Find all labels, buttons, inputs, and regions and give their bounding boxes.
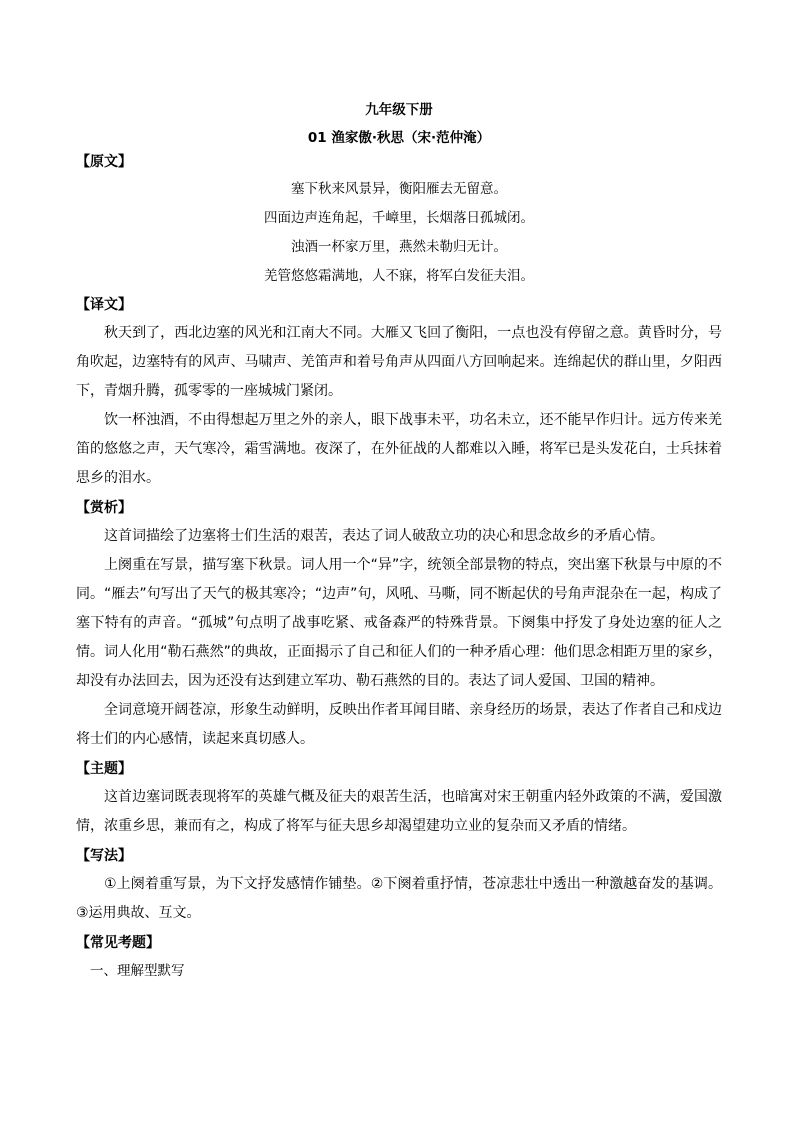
theme-paragraph: 这首边塞词既表现将军的英雄气概及征夫的艰苦生活，也暗寓对宋王朝重内轻外政策的不满，爱国激情，浓重乡思，兼而有之，构成了将军与征夫思乡却渴望建功立业的复杂而又矛盾的情绪。	[76, 789, 722, 834]
poem-line: 浊酒一杯家万里，燕然未勒归无计。	[291, 239, 507, 255]
section-original-text	[76, 151, 722, 291]
section-common-questions	[76, 932, 722, 986]
section-heading-original: 【原文】	[76, 154, 132, 170]
poem-line: 羌管悠悠霜满地，人不寐，将军白发征夫泪。	[264, 268, 534, 284]
poem-line: 四面边声连角起，千嶂里，长烟落日孤城闭。	[264, 210, 534, 226]
poem-body	[76, 175, 722, 291]
appreciation-paragraph: 全词意境开阔苍凉，形象生动鲜明，反映出作者耳闻目睹、亲身经历的场景，表达了作者自己和戍边将士们的内心感情，读起来真切感人。	[76, 702, 722, 747]
appreciation-paragraph: 这首词描绘了边塞将士们生活的艰苦，表达了词人破敌立功的决心和思念故乡的矛盾心情。	[104, 528, 664, 544]
section-heading-translation: 【译文】	[76, 297, 132, 313]
appreciation-paragraph: 上阕重在写景，描写塞下秋景。词人用一个“异”字，统领全部景物的特点，突出塞下秋景与中原的不同。“雁去”句写出了天气的极其寒冷；“边声”句，风吼、马嘶，同不断起伏的号角声混杂在一起，构成了塞下特有的声音。“孤城”句点明了战事吃紧、戒备森严的特殊背景。下阕集中抒发了身处边塞的征人之情。词人化用“勒石燕然”的典故，正面揭示了自己和征人们的一种矛盾心理：他们思念相距万里的家乡，却没有办法回去，因为还没有达到建立军功、勒石燕然的目的。表达了词人爱国、卫国的精神。	[76, 557, 722, 689]
section-technique	[76, 845, 722, 928]
section-heading-questions: 【常见考题】	[76, 935, 160, 951]
section-heading-technique: 【写法】	[76, 848, 132, 864]
section-appreciation	[76, 497, 722, 754]
section-heading-appreciation: 【赏析】	[76, 500, 132, 516]
question-type-item: 一、理解型默写	[90, 963, 185, 979]
grade-title: 九年级下册	[365, 102, 433, 118]
lesson-title: 01 渔家傲·秋思（宋·范仲淹）	[307, 130, 491, 146]
poem-line: 塞下秋来风景异，衡阳雁去无留意。	[291, 181, 507, 197]
section-translation	[76, 294, 722, 493]
translation-paragraph: 秋天到了，西北边塞的风光和江南大不同。大雁又飞回了衡阳，一点也没有停留之意。黄昏时分，号角吹起，边塞特有的风声、马啸声、羌笛声和着号角声从四面八方回响起来。连绵起伏的群山里，夕阳西下，青烟升腾，孤零零的一座城城门紧闭。	[76, 325, 722, 399]
technique-paragraph: ①上阕着重写景，为下文抒发感情作铺垫。②下阕着重抒情，苍凉悲壮中透出一种激越奋发的基调。③运用典故、互文。	[76, 876, 722, 921]
section-heading-theme: 【主题】	[76, 761, 132, 777]
section-theme	[76, 758, 722, 841]
translation-paragraph: 饮一杯浊酒，不由得想起万里之外的亲人，眼下战事未平，功名未立，还不能早作归计。远方传来羌笛的悠悠之声，天气寒冷，霜雪满地。夜深了，在外征战的人都难以入睡，将军已是头发花白，士兵抹着思乡的泪水。	[76, 412, 722, 486]
